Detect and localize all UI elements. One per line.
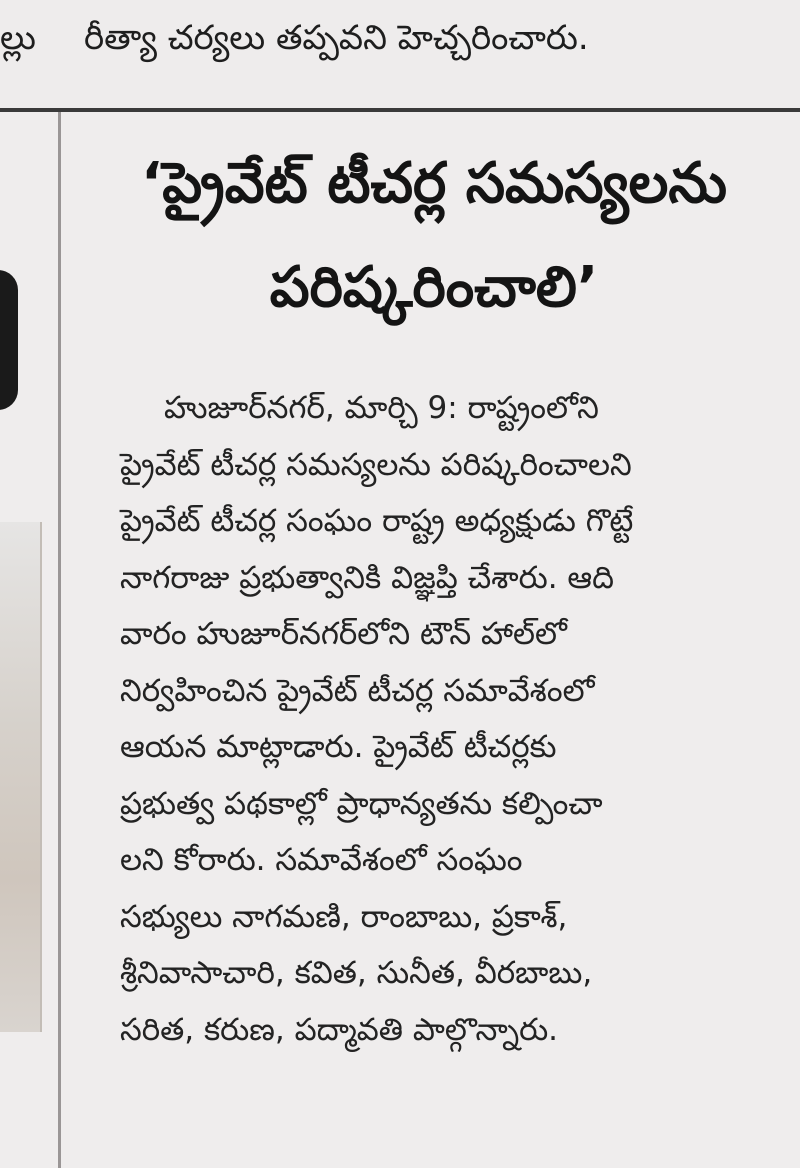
body-line: వారం హుజూర్‌నగర్‌లోని టౌన్ హాల్‌లో (120, 616, 567, 652)
headline-line-2: పరిష్కరించాలి’ (269, 255, 599, 320)
body-line: ప్రైవేట్ టీచర్ల సమస్యలను పరిష్కరించాలని (120, 446, 632, 483)
body-line: లని కోరారు. సమావేశంలో సంఘం (120, 842, 523, 878)
photo-edge (40, 522, 42, 1032)
body-line: సరిత, కరుణ, పద్మావతి పాల్గొన్నారు. (120, 1011, 559, 1048)
body-line: నాగరాజు ప్రభుత్వానికి విజ్ఞప్తి చేశారు. ఆది (120, 559, 615, 596)
cropped-photo (0, 522, 40, 1032)
body-line: ప్రభుత్వ పథకాల్లో ప్రాధాన్యతను కల్పించా (120, 785, 603, 822)
body-line: ఆయన మాట్లాడారు. ప్రైవేట్ టీచర్లకు (120, 729, 557, 765)
body-line: సభ్యులు నాగమణి, రాంబాబు, ప్రకాశ్, (120, 898, 568, 935)
article-body (120, 380, 792, 1058)
body-line: హుజూర్‌నగర్, మార్చి 9: రాష్ట్రంలోని (164, 390, 599, 426)
left-column-fragment-text: ల్లు (0, 18, 36, 58)
column-divider (58, 112, 61, 1168)
cropped-headline-glyph (0, 270, 18, 410)
article-headline (76, 132, 792, 340)
horizontal-divider (0, 108, 800, 112)
body-line: శ్రీనివాసాచారి, కవిత, సునీత, వీరబాబు, (120, 955, 593, 991)
left-column-fragment (0, 112, 58, 1168)
body-line: నిర్వహించిన ప్రైవేట్ టీచర్ల సమావేశంలో (120, 672, 595, 709)
previous-article-ending (0, 0, 800, 108)
previous-article-last-line: రీత్యా చర్యలు తప్పవని హెచ్చరించారు. (84, 18, 589, 58)
headline-line-1: ‘ప్రైవేట్ టీచర్ల సమస్యలను (140, 151, 728, 216)
body-line: ప్రైవేట్ టీచర్ల సంఘం రాష్ట్ర అధ్యక్షుడు గొట్టే (120, 503, 634, 539)
